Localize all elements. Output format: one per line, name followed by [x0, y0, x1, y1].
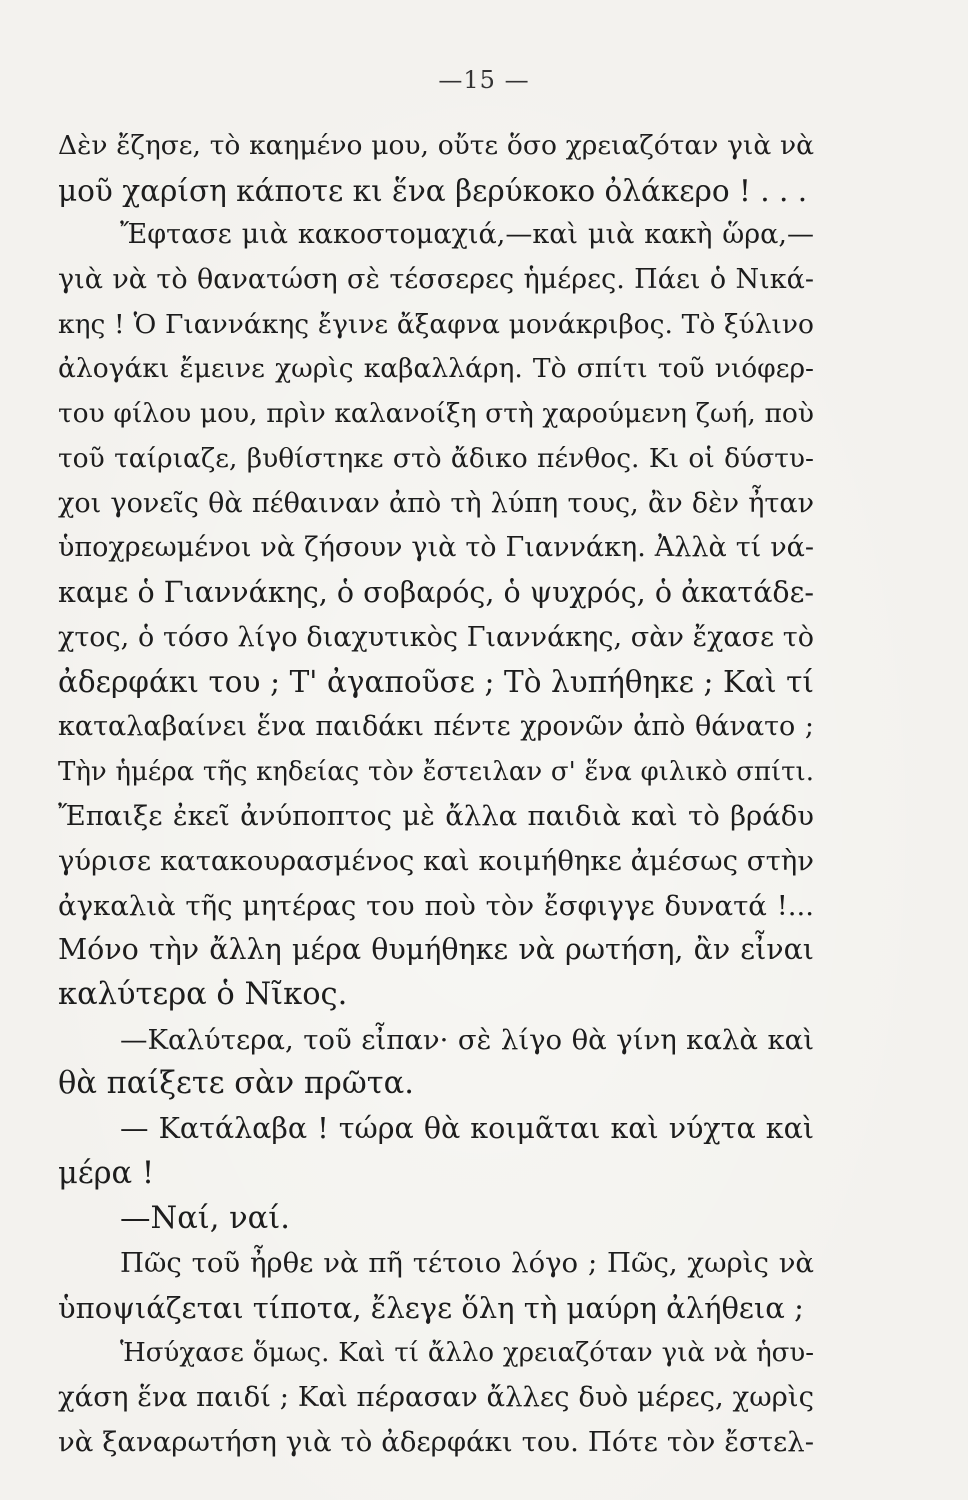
text-line: Ἡσύχασε ὅμως. Καὶ τί ἄλλο χρειαζόταν γιὰ νὰ ἡσυ-	[120, 1337, 814, 1368]
text-line: — Κατάλαβα ! τώρα θὰ κοιμᾶται καὶ νύχτα καὶ	[120, 1112, 814, 1146]
text-line: Μόνο τὴν ἄλλη μέρα θυμήθηκε νὰ ρωτήση, ἂν εἶναι	[58, 933, 814, 967]
text-line: μοῦ χαρίση κάποτε κι ἕνα βερύκοκο ὀλάκερο ! . . .	[58, 173, 808, 208]
text-line: ἀδερφάκι του ; Τ' ἀγαποῦσε ; Τὸ λυπήθηκε ; Καὶ τί	[58, 665, 814, 700]
text-line: τοῦ ταίριαζε, βυθίστηκε στὸ ἄδικο πένθος. Κι οἱ δύστυ-	[58, 442, 814, 474]
text-line: καλύτερα ὁ Νῖκος.	[58, 977, 348, 1013]
text-line: μέρα !	[58, 1155, 155, 1191]
text-line: νὰ ξαναρωτήση γιὰ τὸ ἀδερφάκι του. Πότε τὸν ἔστελ-	[58, 1425, 814, 1458]
text-line: Πῶς τοῦ ἦρθε νὰ πῆ τέτοιο λόγο ; Πῶς, χωρὶς νὰ	[120, 1247, 814, 1280]
text-line: χτος, ὁ τόσο λίγο διαχυτικὸς Γιαννάκης, σὰν ἔχασε τὸ	[58, 621, 814, 653]
text-line: ὑποχρεωμένοι νὰ ζήσουν γιὰ τὸ Γιαννάκη. Ἀλλὰ τί νά-	[58, 532, 814, 564]
text-line: του φίλου μου, πρὶν καλανοίξη στὴ χαρούμενη ζωή, ποὺ	[58, 398, 814, 430]
text-line: καμε ὁ Γιαννάκης, ὁ σοβαρός, ὁ ψυχρός, ὁ ἀκατάδε-	[58, 575, 814, 609]
text-line: θὰ παίξετε σὰν πρῶτα.	[58, 1066, 414, 1102]
text-line: —Ναί, ναί.	[120, 1200, 290, 1236]
text-line: γύρισε κατακουρασμένος καὶ κοιμήθηκε ἀμέσως στὴν	[58, 845, 814, 877]
text-line: καταλαβαίνει ἕνα παιδάκι πέντε χρονῶν ἀπὸ θάνατο ;	[58, 710, 814, 742]
text-line: χοι γονεῖς θὰ πέθαιναν ἀπὸ τὴ λύπη τους, ἂν δὲν ἦταν	[58, 487, 814, 519]
text-line: Ἔφτασε μιὰ κακοστομαχιά,—καὶ μιὰ κακὴ ὥρα,—	[120, 219, 814, 251]
text-line: —Καλύτερα, τοῦ εἶπαν· σὲ λίγο θὰ γίνη καλὰ καὶ	[120, 1023, 814, 1056]
text-line: Ἔπαιξε ἐκεῖ ἀνύποπτος μὲ ἄλλα παιδιὰ καὶ τὸ βράδυ	[58, 800, 814, 833]
text-line: ὑποψιάζεται τίποτα, ἔλεγε ὅλη τὴ μαύρη ἀλήθεια ;	[58, 1290, 804, 1325]
text-line: γιὰ νὰ τὸ θανατώση σὲ τέσσερες ἡμέρες. Πάει ὁ Νικά-	[58, 264, 814, 296]
page-number: —15 —	[438, 66, 530, 94]
text-line: ἀγκαλιὰ τῆς μητέρας του ποὺ τὸν ἔσφιγγε δυνατά !...	[58, 889, 814, 922]
text-line: ἀλογάκι ἔμεινε χωρὶς καβαλλάρη. Τὸ σπίτι τοῦ νιόφερ-	[58, 353, 814, 385]
text-line: Τὴν ἡμέρα τῆς κηδείας τὸν ἔστειλαν σ' ἕνα φιλικὸ σπίτι.	[58, 756, 814, 787]
text-line: Δὲν ἔζησε, τὸ καημένο μου, οὔτε ὅσο χρειαζόταν γιὰ νὰ	[58, 130, 814, 161]
text-line: κης ! Ὁ Γιαννάκης ἔγινε ἄξαφνα μονάκριβος. Τὸ ξύλινο	[58, 308, 814, 340]
text-line: χάση ἕνα παιδί ; Καὶ πέρασαν ἄλλες δυὸ μέρες, χωρὶς	[58, 1381, 814, 1414]
body-text	[58, 124, 814, 1465]
